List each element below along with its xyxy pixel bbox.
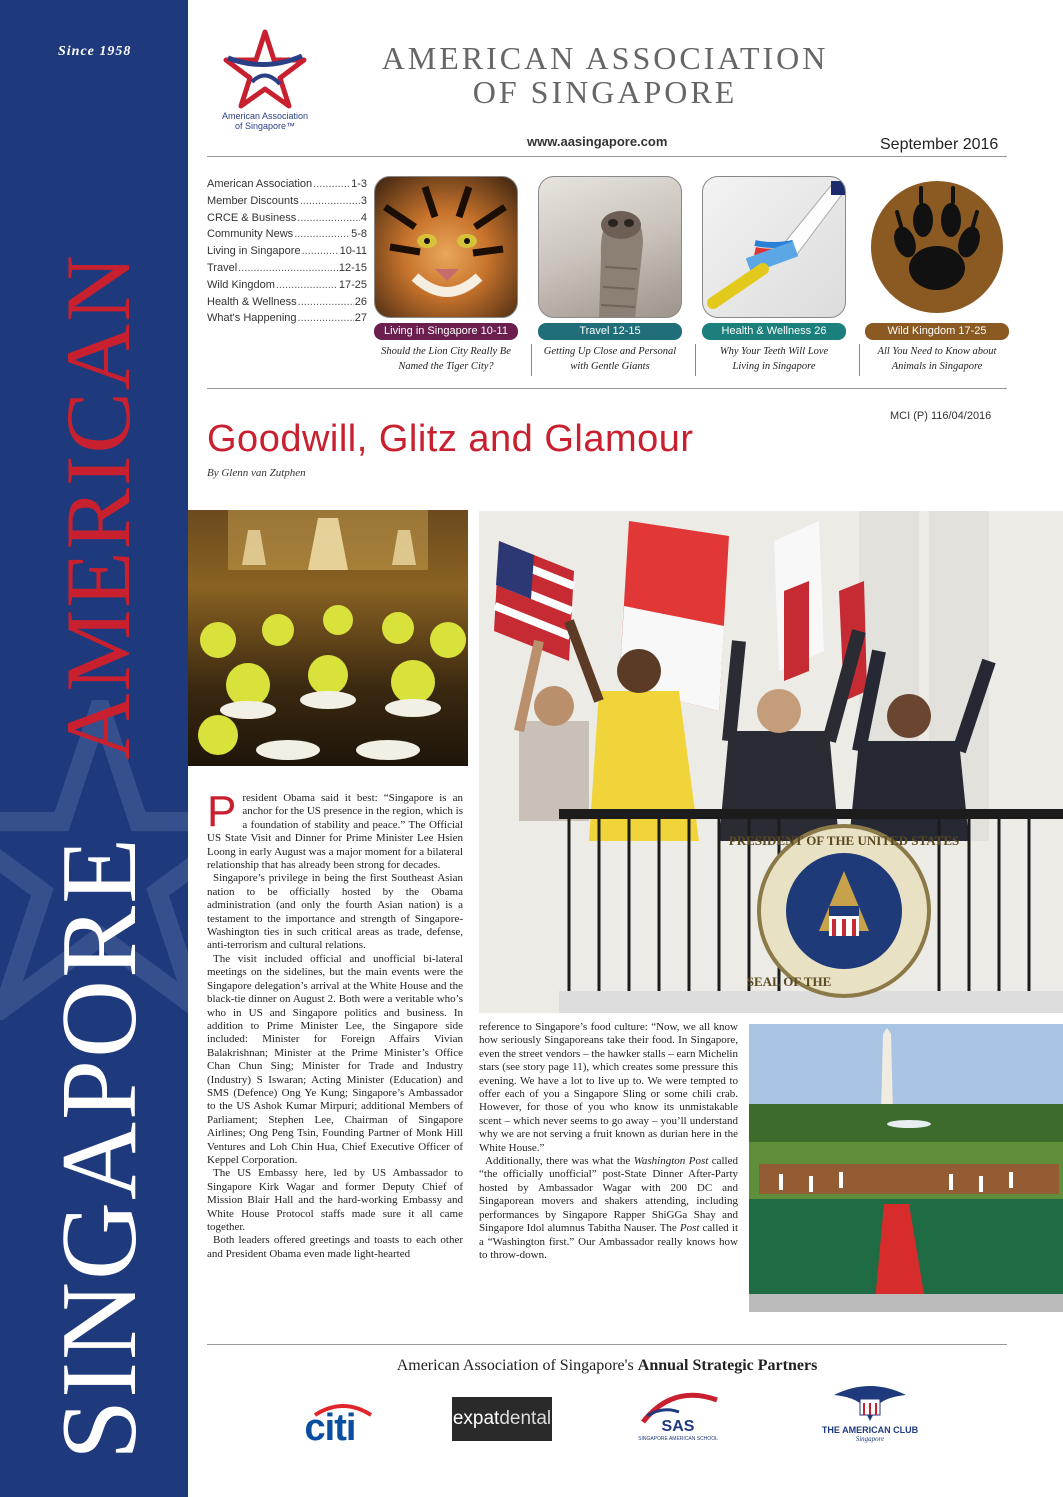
toc-item[interactable]: American Association ..... 1-3 (207, 176, 367, 193)
tile-divider (859, 344, 860, 376)
logo-caption-line1: American Association (221, 111, 309, 121)
tile-divider (531, 344, 532, 376)
feature-tile-living[interactable] (371, 176, 521, 374)
feature-tag[interactable]: Living in Singapore 10-11 (374, 323, 518, 340)
elephant-icon (539, 177, 682, 318)
features-rule (207, 388, 1007, 389)
paragraph: Additionally, there was what the Washington Post called “the officially unofficial” post-State Dinner After-Party hosted by Ambassador Wagar with 200 DC and Singaporean movers and shakers attending, including performances by Singapore Rapper ShiGGa Shay and Singapore Idol alumnus Tabitha Nauser. The Post called it a “Washington first.” Our Ambassador really knows how to throw-down. (479, 1155, 738, 1261)
white-house-balcony-photo (479, 511, 1063, 1013)
paw-icon (865, 176, 1009, 318)
sas-logo[interactable]: SAS SINGAPORE AMERICAN SCHOOL (628, 1372, 728, 1452)
eagle-icon (830, 1381, 910, 1425)
tile-divider (695, 344, 696, 376)
tiger-photo (374, 176, 518, 318)
toc-item[interactable]: Health & Wellness ..... 26 (207, 294, 367, 311)
article-column-1 (207, 787, 463, 1261)
state-dinner-photo (188, 510, 468, 766)
organization-title (330, 42, 880, 109)
masthead-singapore: SINGAPORE (40, 835, 159, 1460)
feature-teaser: All You Need to Know about Animals in Singapore (877, 346, 997, 372)
masthead-banner (0, 0, 188, 1497)
white-house-lawn-photo (749, 1024, 1063, 1312)
star-logo-icon (210, 28, 320, 112)
toothbrush-photo (702, 176, 846, 318)
paw-badge (865, 176, 1009, 318)
partners-title: American Association of Singapore's Annual Strategic Partners (396, 1357, 818, 1374)
feature-tile-travel[interactable] (535, 176, 685, 374)
toothbrush-icon (703, 177, 846, 318)
aas-logo (210, 28, 320, 138)
feature-teaser: Why Your Teeth Will Love Living in Singapore (719, 346, 829, 372)
article-byline: By Glenn van Zutphen (207, 467, 306, 479)
paragraph: The visit included official and unofficial bi-lateral meetings on the sidelines, but the main events were the Singapore delegation’s arrival at the White House and the black-tie dinner on August 2. Both were a veritable who’s who in US and Singapore politics and business. In addition to Prime Minister Lee, the Singapore side included: Minister for Foreign Affairs Vivian Balakrishnan; Minister at the Prime Minister’s Office Chan Chun Sing; Minister for Trade and Industry (Industry) S Iswaran; Acting Minister (Education) and SMS (Defence) Ong Ye Kung; Singapore’s Ambassador to the US Ashok Kumar Mirpuri; additional Members of Parliament; Stephen Lee, Chairman of Singapore Airlines; Ong Peng Tsin, Founding Partner of Monk Hill Ventures and Loh Chin Hua, Chief Executive Officer of Keppel Corporation. (207, 952, 463, 1166)
table-of-contents (207, 176, 367, 327)
paragraph: Both leaders offered greetings and toasts to each other and President Obama even made light-hearted (207, 1234, 463, 1260)
paragraph: Singapore’s privilege in being the first Southeast Asian nation to be officially hosted by the Obama administration (and only the fourth Asian nation) is a testament to the importance and strength of Singapore-Washington ties in such critical areas as trade, defense, anti-terrorism and cultural relations. (207, 872, 463, 952)
feature-tag[interactable]: Health & Wellness 26 (702, 323, 846, 340)
elephant-photo (538, 176, 682, 318)
logo-caption-line2: of Singapore™ (234, 120, 296, 131)
article-column-2 (479, 1021, 738, 1262)
american-club-logo[interactable]: THE AMERICAN CLUB Singapore (815, 1372, 925, 1452)
paragraph: The US Embassy here, led by US Ambassador to Singapore Kirk Wagar and former Deputy Chief of Mission Blair Hall and the hard-working Embassy and White House Protocol staffs made sure it all came together. (207, 1167, 463, 1233)
header-rule (207, 156, 1007, 157)
masthead-american: AMERICAN (47, 253, 149, 760)
toc-item[interactable]: Community News ..... 5-8 (207, 226, 367, 243)
feature-teaser: Getting Up Close and Personal with Gentle Giants (543, 346, 677, 372)
expatdental-logo[interactable]: expatdental (452, 1397, 552, 1441)
toc-item[interactable]: What's Happening ..... 27 (207, 310, 367, 327)
toc-item[interactable]: Living in Singapore ..... 10-11 (207, 243, 367, 260)
feature-teaser: Should the Lion City Really Be Named the Tiger City? (381, 346, 511, 372)
footer-rule (207, 1344, 1007, 1345)
seal-text: PRESIDENT OF THE UNITED STATES (728, 833, 960, 848)
paragraph: reference to Singapore’s food culture: “Now, we all know how seriously Singaporeans take their food. In Singapore, even the street vendors – the hawker stalls – earn Michelin stars (see story page 11), which creates some pressure this evening. We have a lot to live up to. We were tempted to offer each of you a Singapore Sling or some chili crab. However, for those of you who know its unmistakable scent – which never seems to go away – you’ll understand why we are not serving a fruit known as durian here in the White House.” (479, 1021, 738, 1154)
feature-tile-health[interactable] (699, 176, 849, 374)
feature-tag[interactable]: Wild Kingdom 17-25 (865, 323, 1009, 340)
title-line2: OF SINGAPORE (472, 73, 738, 110)
paragraph: resident Obama said it best: “Singapore is an anchor for the US presence in the region, which is a foundation of stability and peace.” The Official US State Visit and Dinner for Prime Minister Lee Hsien Loong in early August was a major moment for a bilateral relationship that has already been strong for decades. (207, 792, 463, 872)
toc-item[interactable]: Travel ..... 12-15 (207, 260, 367, 277)
feature-tile-wild[interactable] (862, 176, 1012, 374)
citi-arc-icon (313, 1403, 373, 1417)
website-link[interactable]: www.aasingapore.com (527, 134, 668, 149)
presidential-seal-icon (759, 826, 929, 996)
toc-item[interactable]: Member Discounts ..... 3 (207, 193, 367, 210)
tiger-icon (375, 177, 518, 318)
seal-text-bottom: SEAL OF THE (746, 974, 832, 989)
feature-tag[interactable]: Travel 12-15 (538, 323, 682, 340)
drop-cap: P (207, 787, 237, 836)
toc-item[interactable]: CRCE & Business ..... 4 (207, 210, 367, 227)
article-headline: Goodwill, Glitz and Glamour (207, 418, 694, 460)
since-label: Since 1958 (58, 44, 132, 59)
issue-date: September 2016 (880, 136, 999, 153)
mci-number: MCI (P) 116/04/2016 (890, 410, 992, 422)
title-line1: AMERICAN ASSOCIATION (381, 40, 829, 76)
citi-logo[interactable]: citi (280, 1388, 380, 1468)
toc-item[interactable]: Wild Kingdom ..... 17-25 (207, 277, 367, 294)
